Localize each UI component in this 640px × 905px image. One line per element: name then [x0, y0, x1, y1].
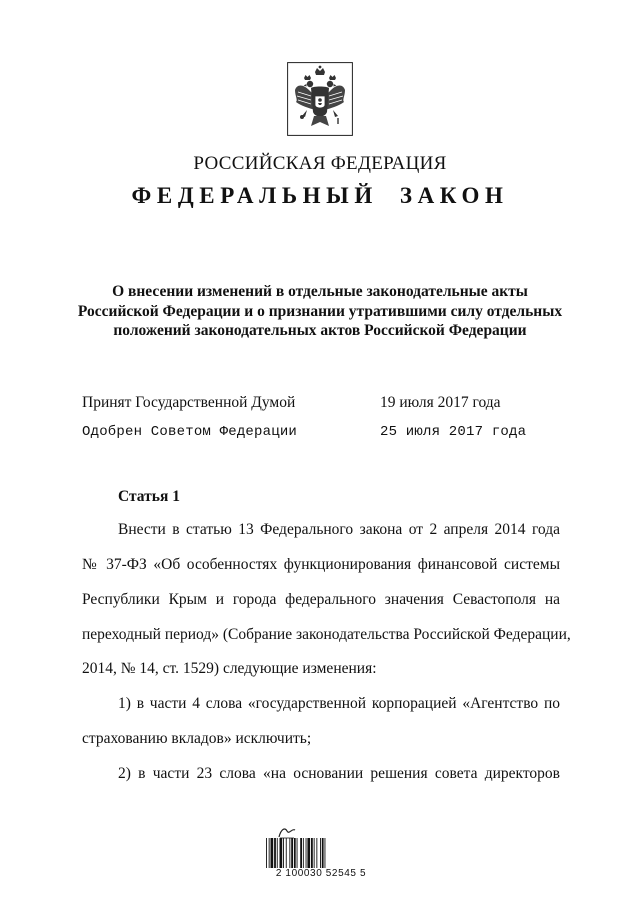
article-text-line: Внести в статью 13 Федерального закона от 2 апреля 2014 года: [118, 521, 560, 538]
council-approval-date: 25 июля 2017 года: [380, 424, 527, 440]
barcode: [265, 838, 369, 868]
article-item-line: страхованию вкладов» исключить;: [82, 730, 312, 747]
barcode-number: 2 100030 52545 5: [275, 868, 367, 879]
law-title: [60, 282, 580, 341]
law-title-line: О внесении изменений в отдельные законодательные акты: [112, 283, 528, 300]
document-type-word: ЗАКОН: [399, 183, 509, 208]
article-text-line: № 37-ФЗ «Об особенностях функционирования финансовой системы: [82, 556, 560, 573]
article-item-line: 2) в части 23 слова «на основании решения совета директоров: [118, 765, 560, 782]
article-text-line: Республики Крым и города федерального значения Севастополя на: [82, 591, 560, 608]
coat-of-arms-icon: [287, 62, 353, 136]
council-approval-label: Одобрен Советом Федерации: [82, 424, 298, 440]
stamp-icon: [277, 825, 297, 839]
article-text-line: переходный период» (Собрание законодательства Российской Федерации,: [82, 626, 571, 643]
law-title-line: положений законодательных актов Российской Федерации: [113, 322, 527, 339]
document-type-heading: [0, 183, 640, 209]
article-item-line: 1) в части 4 слова «государственной корпорацией «Агентство по: [118, 695, 560, 712]
country-name: РОССИЙСКАЯ ФЕДЕРАЦИЯ: [193, 153, 447, 174]
article-heading: Статья 1: [118, 488, 180, 505]
duma-adoption-date: 19 июля 2017 года: [380, 394, 501, 411]
article-text-line: 2014, № 14, ст. 1529) следующие изменения:: [82, 660, 377, 677]
law-title-line: Российской Федерации и о признании утратившими силу отдельных: [77, 302, 563, 320]
document-type-word: ФЕДЕРАЛЬНЫЙ: [131, 183, 378, 208]
duma-adoption-label: Принят Государственной Думой: [82, 394, 296, 411]
